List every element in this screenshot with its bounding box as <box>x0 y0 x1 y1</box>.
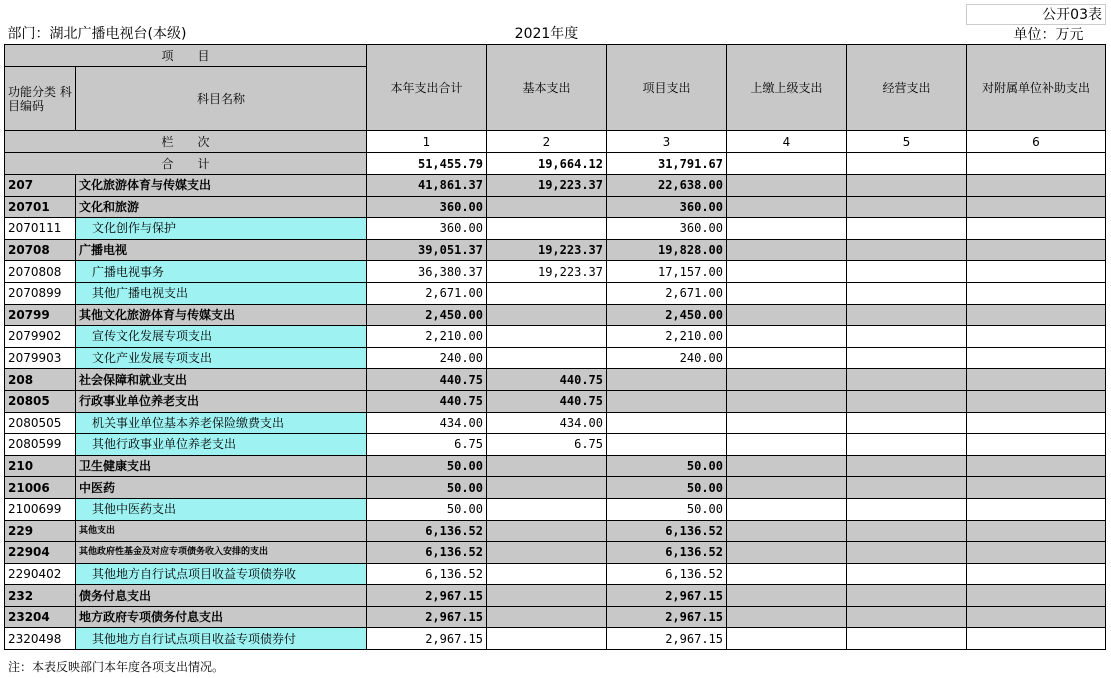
department-label: 部门：湖北广播电视台(本级) <box>5 25 367 45</box>
amount-cell <box>727 369 847 391</box>
table-row <box>5 434 1106 456</box>
table-row <box>5 175 1106 197</box>
amount-cell <box>487 196 607 218</box>
footnote: 注：本表反映部门本年度各项支出情况。 <box>8 660 225 674</box>
amount-cell <box>967 175 1106 197</box>
amount-cell <box>847 477 967 499</box>
amount-cell <box>847 347 967 369</box>
column-index-3: 3 <box>607 131 727 153</box>
subject-name: 地方政府专项债务付息支出 <box>76 606 367 628</box>
subject-code: 2080505 <box>5 412 76 434</box>
total-value <box>967 153 1106 175</box>
amount-cell <box>487 628 607 650</box>
table-row <box>5 196 1106 218</box>
amount-cell: 39,051.37 <box>367 239 487 261</box>
amount-cell <box>727 628 847 650</box>
subject-name: 其他行政事业单位养老支出 <box>76 434 367 456</box>
subject-code: 2080599 <box>5 434 76 456</box>
amount-cell <box>967 628 1106 650</box>
amount-cell <box>727 606 847 628</box>
amount-cell: 6.75 <box>487 434 607 456</box>
amount-cell <box>727 563 847 585</box>
amount-cell: 50.00 <box>607 477 727 499</box>
amount-cell <box>967 498 1106 520</box>
amount-cell <box>727 304 847 326</box>
amount-cell <box>847 390 967 412</box>
subject-code: 2100699 <box>5 498 76 520</box>
total-row <box>5 153 1106 175</box>
amount-cell: 440.75 <box>367 390 487 412</box>
amount-cell <box>967 261 1106 283</box>
amount-cell <box>967 520 1106 542</box>
table-row <box>5 390 1106 412</box>
subject-name: 其他地方自行试点项目收益专项债券付 <box>76 628 367 650</box>
amount-cell <box>847 455 967 477</box>
item-header: 项 目 <box>5 45 367 67</box>
table-row <box>5 239 1106 261</box>
amount-cell: 50.00 <box>367 498 487 520</box>
subject-name: 其他地方自行试点项目收益专项债券收 <box>76 563 367 585</box>
amount-cell <box>727 175 847 197</box>
amount-cell <box>487 585 607 607</box>
amount-cell: 19,223.37 <box>487 175 607 197</box>
table-row <box>5 347 1106 369</box>
amount-cell: 19,223.37 <box>487 261 607 283</box>
amount-cell <box>487 218 607 240</box>
subject-code: 20799 <box>5 304 76 326</box>
subject-code: 21006 <box>5 477 76 499</box>
amount-cell: 2,210.00 <box>367 326 487 348</box>
amount-cell <box>847 628 967 650</box>
amount-cell <box>847 585 967 607</box>
amount-cell <box>967 542 1106 564</box>
subject-code: 2070111 <box>5 218 76 240</box>
amount-cell <box>607 369 727 391</box>
amount-cell <box>727 261 847 283</box>
table-row <box>5 326 1106 348</box>
subject-code: 20708 <box>5 239 76 261</box>
subject-code: 229 <box>5 520 76 542</box>
amount-cell: 440.75 <box>367 369 487 391</box>
amount-cell: 19,223.37 <box>487 239 607 261</box>
subject-code: 210 <box>5 455 76 477</box>
subject-name: 机关事业单位基本养老保险缴费支出 <box>76 412 367 434</box>
amount-cell: 2,967.15 <box>607 628 727 650</box>
amount-cell <box>847 196 967 218</box>
table-row <box>5 304 1106 326</box>
amount-cell: 2,967.15 <box>607 585 727 607</box>
amount-cell <box>727 326 847 348</box>
code-header: 功能分类 科目编码 <box>5 67 76 131</box>
amount-cell <box>847 218 967 240</box>
amount-cell: 6,136.52 <box>607 520 727 542</box>
amount-cell <box>967 196 1106 218</box>
subject-name: 广播电视 <box>76 239 367 261</box>
subject-name: 卫生健康支出 <box>76 455 367 477</box>
amount-cell: 360.00 <box>367 196 487 218</box>
table-number: 公开03表 <box>967 5 1106 25</box>
amount-cell <box>847 369 967 391</box>
amount-cell: 2,671.00 <box>607 282 727 304</box>
amount-cell <box>847 434 967 456</box>
col-header-1: 本年支出合计 <box>367 45 487 131</box>
total-value <box>727 153 847 175</box>
amount-cell: 6,136.52 <box>607 563 727 585</box>
amount-cell: 2,967.15 <box>367 585 487 607</box>
amount-cell: 2,671.00 <box>367 282 487 304</box>
subject-name: 其他中医药支出 <box>76 498 367 520</box>
subject-name: 行政事业单位养老支出 <box>76 390 367 412</box>
subject-code: 2070899 <box>5 282 76 304</box>
subject-code: 22904 <box>5 542 76 564</box>
table-row <box>5 369 1106 391</box>
subject-name: 广播电视事务 <box>76 261 367 283</box>
amount-cell: 41,861.37 <box>367 175 487 197</box>
subject-code: 2290402 <box>5 563 76 585</box>
amount-cell <box>487 304 607 326</box>
amount-cell: 240.00 <box>367 347 487 369</box>
subject-name: 文化旅游体育与传媒支出 <box>76 175 367 197</box>
amount-cell <box>487 326 607 348</box>
amount-cell <box>847 175 967 197</box>
amount-cell: 440.75 <box>487 390 607 412</box>
amount-cell <box>967 434 1106 456</box>
amount-cell <box>967 326 1106 348</box>
table-row <box>5 606 1106 628</box>
amount-cell: 434.00 <box>487 412 607 434</box>
amount-cell <box>967 390 1106 412</box>
amount-cell: 22,638.00 <box>607 175 727 197</box>
amount-cell <box>967 585 1106 607</box>
amount-cell: 2,967.15 <box>607 606 727 628</box>
subject-name: 社会保障和就业支出 <box>76 369 367 391</box>
amount-cell <box>487 563 607 585</box>
subject-name: 宣传文化发展专项支出 <box>76 326 367 348</box>
amount-cell <box>727 455 847 477</box>
table-row <box>5 477 1106 499</box>
amount-cell <box>967 606 1106 628</box>
table-row <box>5 498 1106 520</box>
subject-code: 23204 <box>5 606 76 628</box>
subject-code: 2320498 <box>5 628 76 650</box>
subject-name: 文化创作与保护 <box>76 218 367 240</box>
amount-cell: 6,136.52 <box>367 520 487 542</box>
amount-cell: 50.00 <box>367 477 487 499</box>
amount-cell <box>727 390 847 412</box>
amount-cell <box>847 606 967 628</box>
total-value <box>847 153 967 175</box>
amount-cell <box>847 239 967 261</box>
total-label: 合 计 <box>5 153 367 175</box>
amount-cell <box>847 412 967 434</box>
subject-code: 20701 <box>5 196 76 218</box>
subject-code: 208 <box>5 369 76 391</box>
amount-cell: 2,450.00 <box>367 304 487 326</box>
subject-code: 20805 <box>5 390 76 412</box>
amount-cell: 240.00 <box>607 347 727 369</box>
amount-cell <box>727 196 847 218</box>
amount-cell <box>727 239 847 261</box>
amount-cell: 2,450.00 <box>607 304 727 326</box>
amount-cell <box>967 282 1106 304</box>
amount-cell <box>847 326 967 348</box>
amount-cell: 36,380.37 <box>367 261 487 283</box>
expenditure-table <box>4 4 1106 650</box>
amount-cell: 2,210.00 <box>607 326 727 348</box>
amount-cell <box>967 412 1106 434</box>
amount-cell <box>727 412 847 434</box>
col-header-5: 经营支出 <box>847 45 967 131</box>
amount-cell: 2,967.15 <box>367 628 487 650</box>
amount-cell: 50.00 <box>367 455 487 477</box>
amount-cell: 6.75 <box>367 434 487 456</box>
amount-cell <box>727 520 847 542</box>
subject-code: 2079902 <box>5 326 76 348</box>
amount-cell <box>847 563 967 585</box>
amount-cell <box>487 542 607 564</box>
subject-name: 其他广播电视支出 <box>76 282 367 304</box>
amount-cell: 360.00 <box>607 218 727 240</box>
amount-cell <box>487 455 607 477</box>
amount-cell <box>847 542 967 564</box>
amount-cell <box>607 390 727 412</box>
column-index-5: 5 <box>847 131 967 153</box>
table-row <box>5 261 1106 283</box>
total-value: 51,455.79 <box>367 153 487 175</box>
unit-label: 单位：万元 <box>967 25 1106 45</box>
amount-cell <box>727 434 847 456</box>
amount-cell <box>967 563 1106 585</box>
amount-cell <box>727 542 847 564</box>
subject-code: 232 <box>5 585 76 607</box>
column-index-4: 4 <box>727 131 847 153</box>
name-header: 科目名称 <box>76 67 367 131</box>
amount-cell <box>727 585 847 607</box>
amount-cell <box>487 347 607 369</box>
amount-cell <box>727 347 847 369</box>
col-header-4: 上缴上级支出 <box>727 45 847 131</box>
subject-name: 其他政府性基金及对应专项债务收入安排的支出 <box>76 542 367 564</box>
amount-cell: 434.00 <box>367 412 487 434</box>
amount-cell: 6,136.52 <box>607 542 727 564</box>
amount-cell <box>727 282 847 304</box>
col-header-3: 项目支出 <box>607 45 727 131</box>
subject-code: 2070808 <box>5 261 76 283</box>
amount-cell: 2,967.15 <box>367 606 487 628</box>
amount-cell: 19,828.00 <box>607 239 727 261</box>
table-row <box>5 412 1106 434</box>
subject-code: 207 <box>5 175 76 197</box>
subject-name: 债务付息支出 <box>76 585 367 607</box>
amount-cell: 440.75 <box>487 369 607 391</box>
amount-cell: 50.00 <box>607 455 727 477</box>
subject-code: 2079903 <box>5 347 76 369</box>
amount-cell <box>967 455 1106 477</box>
amount-cell <box>967 477 1106 499</box>
amount-cell <box>847 282 967 304</box>
subject-name: 中医药 <box>76 477 367 499</box>
col-header-6: 对附属单位补助支出 <box>967 45 1106 131</box>
column-index-label: 栏 次 <box>5 131 367 153</box>
year-label: 2021年度 <box>367 25 727 45</box>
table-row <box>5 282 1106 304</box>
amount-cell <box>967 239 1106 261</box>
amount-cell <box>847 520 967 542</box>
table-row <box>5 542 1106 564</box>
amount-cell <box>967 369 1106 391</box>
amount-cell <box>727 477 847 499</box>
amount-cell <box>727 218 847 240</box>
total-value: 19,664.12 <box>487 153 607 175</box>
amount-cell <box>487 498 607 520</box>
amount-cell <box>847 498 967 520</box>
amount-cell <box>967 347 1106 369</box>
amount-cell: 6,136.52 <box>367 542 487 564</box>
col-header-2: 基本支出 <box>487 45 607 131</box>
table-row <box>5 628 1106 650</box>
table-row <box>5 455 1106 477</box>
amount-cell <box>607 434 727 456</box>
amount-cell <box>487 520 607 542</box>
amount-cell <box>967 218 1106 240</box>
amount-cell <box>847 304 967 326</box>
amount-cell: 6,136.52 <box>367 563 487 585</box>
amount-cell <box>967 304 1106 326</box>
column-index-2: 2 <box>487 131 607 153</box>
amount-cell <box>487 282 607 304</box>
amount-cell: 50.00 <box>607 498 727 520</box>
amount-cell <box>847 261 967 283</box>
amount-cell: 17,157.00 <box>607 261 727 283</box>
subject-name: 其他文化旅游体育与传媒支出 <box>76 304 367 326</box>
total-value: 31,791.67 <box>607 153 727 175</box>
column-index-1: 1 <box>367 131 487 153</box>
subject-name: 文化和旅游 <box>76 196 367 218</box>
amount-cell <box>727 498 847 520</box>
amount-cell <box>487 606 607 628</box>
column-index-6: 6 <box>967 131 1106 153</box>
table-row <box>5 520 1106 542</box>
amount-cell: 360.00 <box>367 218 487 240</box>
amount-cell: 360.00 <box>607 196 727 218</box>
amount-cell <box>607 412 727 434</box>
table-row <box>5 585 1106 607</box>
amount-cell <box>487 477 607 499</box>
table-row <box>5 218 1106 240</box>
subject-name: 文化产业发展专项支出 <box>76 347 367 369</box>
table-row <box>5 563 1106 585</box>
subject-name: 其他支出 <box>76 520 367 542</box>
